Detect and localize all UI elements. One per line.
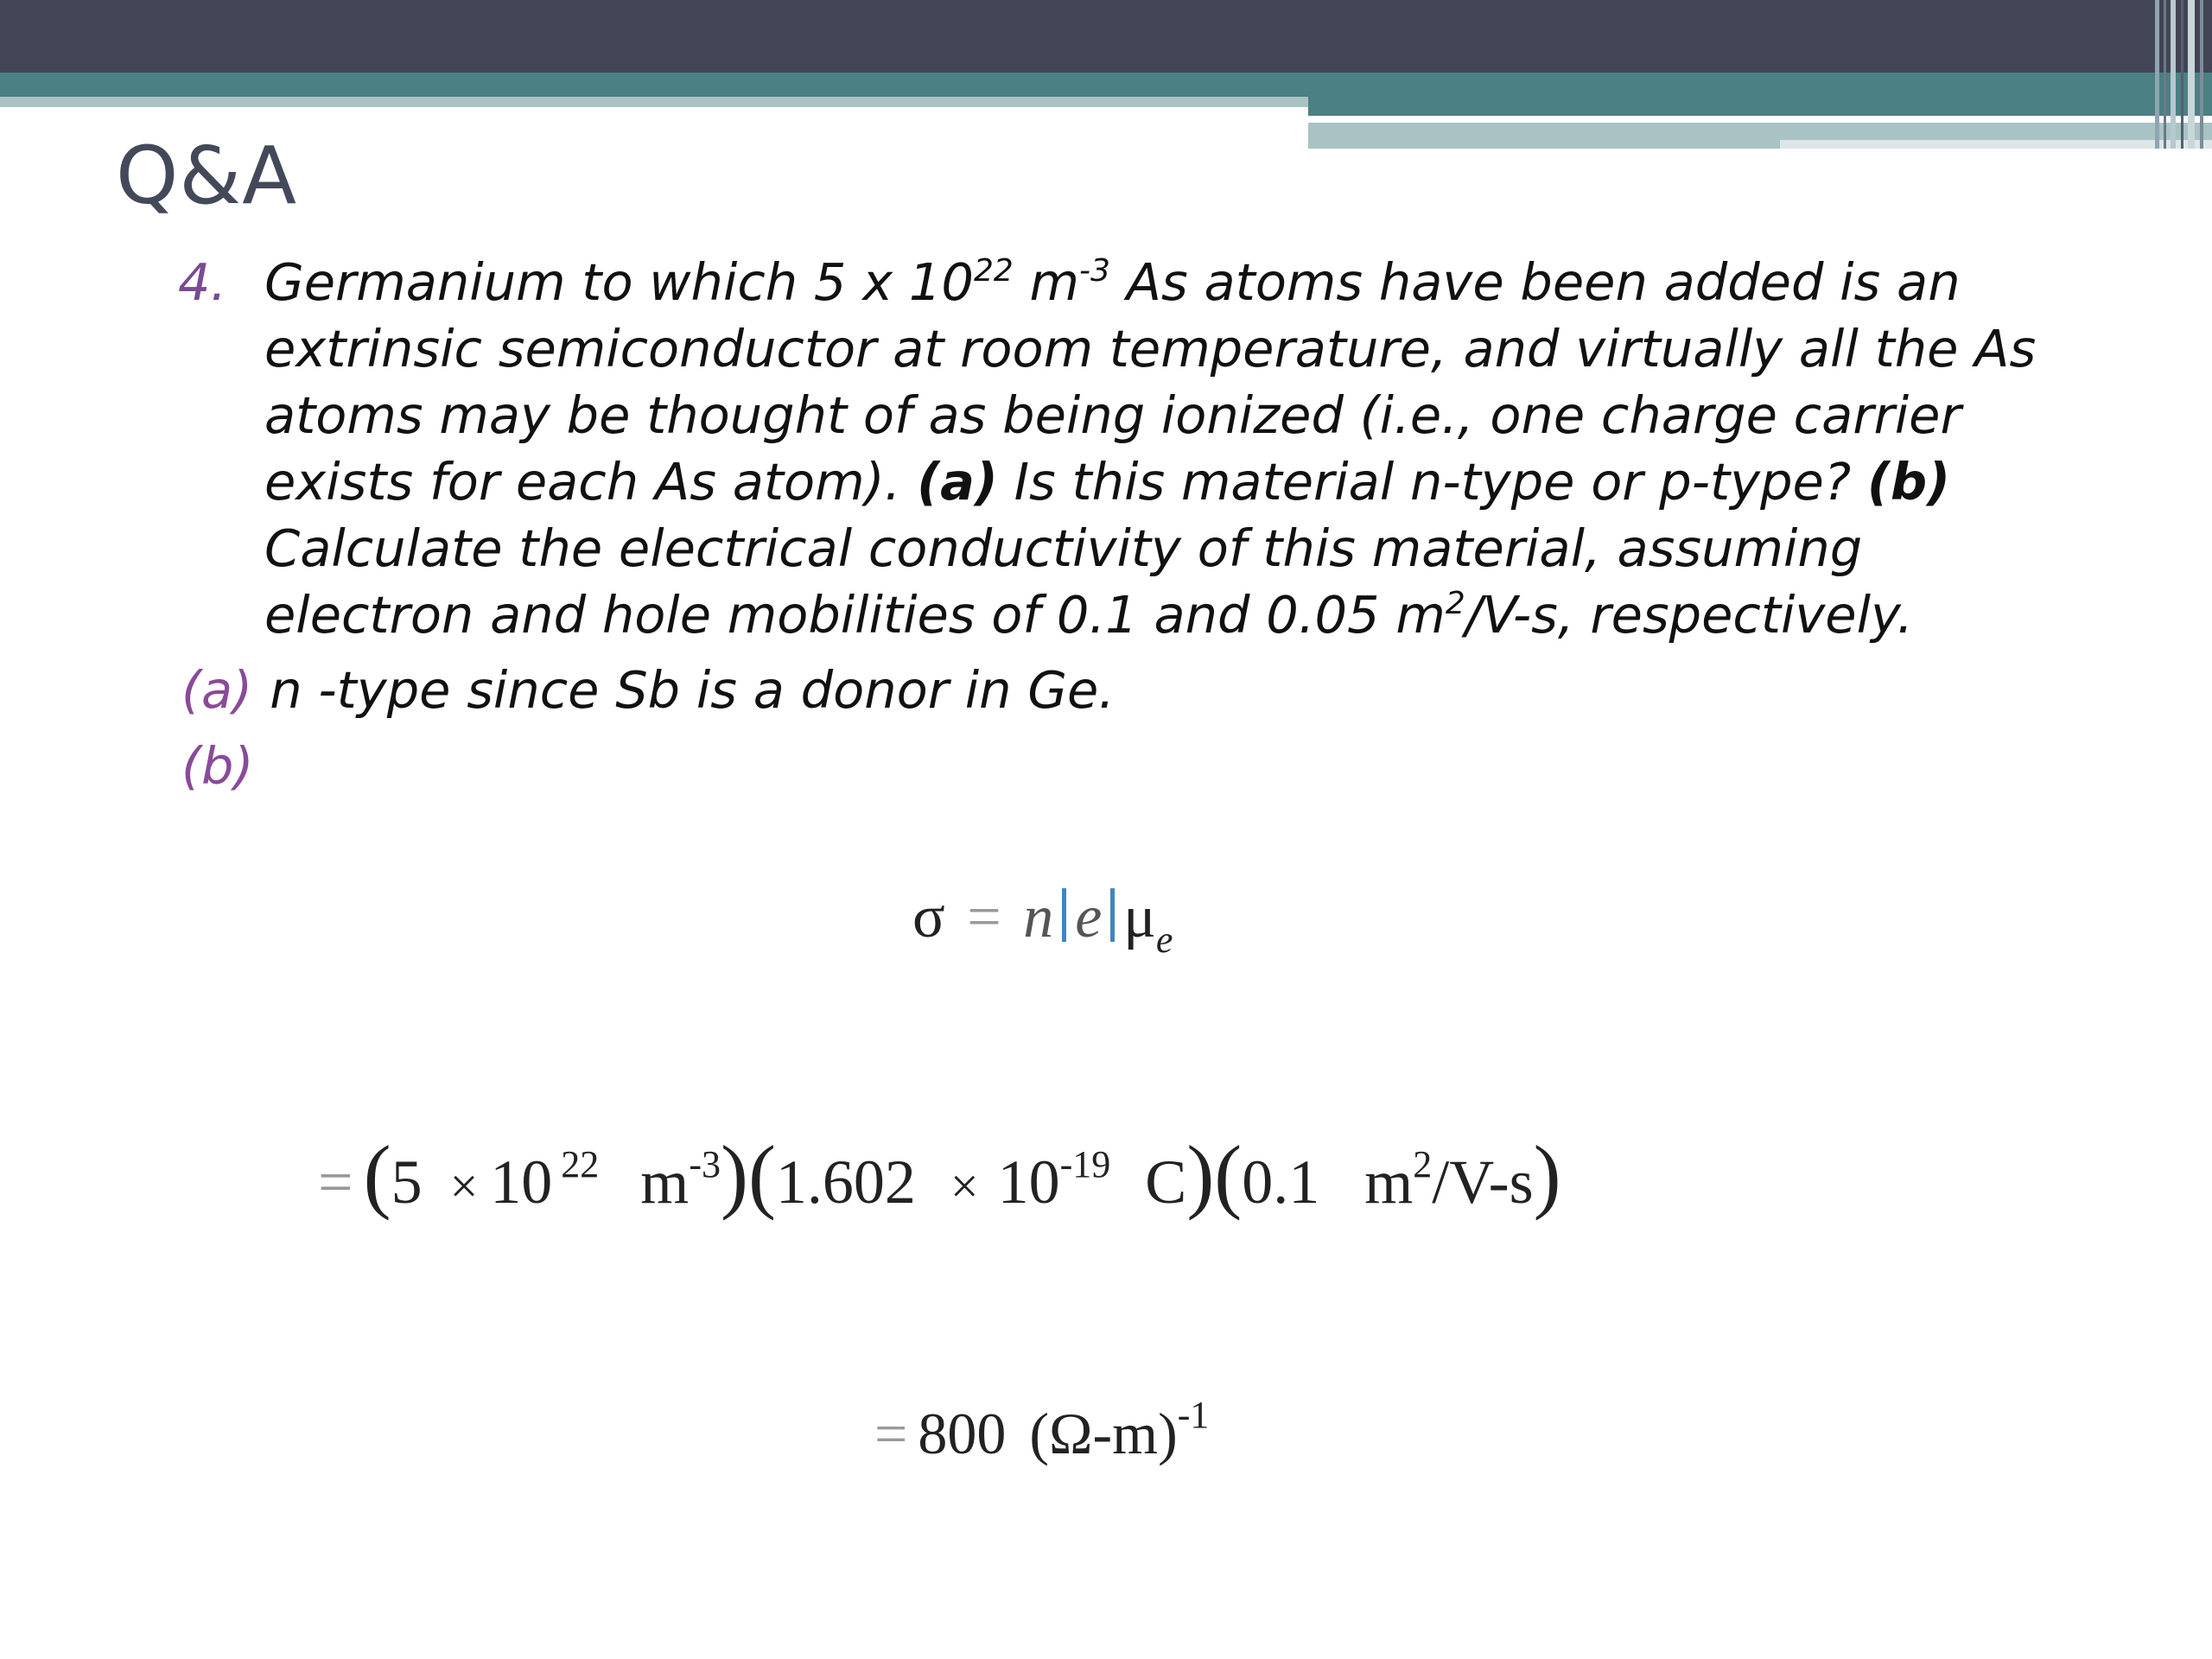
- header-band-white-line: [1308, 116, 2172, 123]
- answer-a-text: n -type since Sb is a donor in Ge.: [270, 660, 1116, 720]
- question-line: exists for each As atom). (a) Is this material n-type or p-type? (b): [264, 452, 1951, 512]
- header-band-pale-right: [1780, 140, 2212, 149]
- header-band-light: [0, 97, 1308, 107]
- equation-result: = 800 $(\Omega-m)^{-1}$: [874, 1394, 1210, 1466]
- question-line: extrinsic semiconductor at room temperature, and virtually all the As: [264, 319, 2037, 378]
- slide-title: Q&A: [116, 130, 298, 222]
- answer-b: [181, 736, 254, 796]
- equation-substitution: = (5 × 10 $^{22}$ $m^{-3})(1.602 \times 10^{-19}$ C)(0.1 $m^2/V-s$): [318, 1128, 1561, 1221]
- header-bar: [0, 0, 2212, 73]
- header-vertical-stripes: [2150, 0, 2212, 149]
- equation-conductivity-formula: σ = n e $\mu_e$: [912, 884, 1173, 961]
- absolute-bar: [1062, 888, 1066, 942]
- answer-a: [181, 660, 1115, 720]
- answer-b-label: (b): [181, 736, 254, 796]
- absolute-bar: [1110, 888, 1115, 942]
- question-line: atoms may be thought of as being ionized (i.e., one charge carrier: [264, 385, 1961, 445]
- question-number: 4.: [178, 252, 227, 312]
- answer-a-label: (a): [181, 660, 253, 720]
- question-line: Calculate the electrical conductivity of this material, assuming: [264, 518, 1863, 578]
- question-line: Germanium to which 5 x $10^{22}$ $m^{-3}$ As atoms have been added is an: [264, 252, 1961, 312]
- header-band-teal-right: [1308, 97, 2212, 116]
- header-band-teal: [0, 73, 2212, 97]
- question-line: electron and hole mobilities of 0.1 and 0.05 $m^2/V-s$, respectively.: [264, 585, 1914, 645]
- question-text: [264, 249, 2131, 648]
